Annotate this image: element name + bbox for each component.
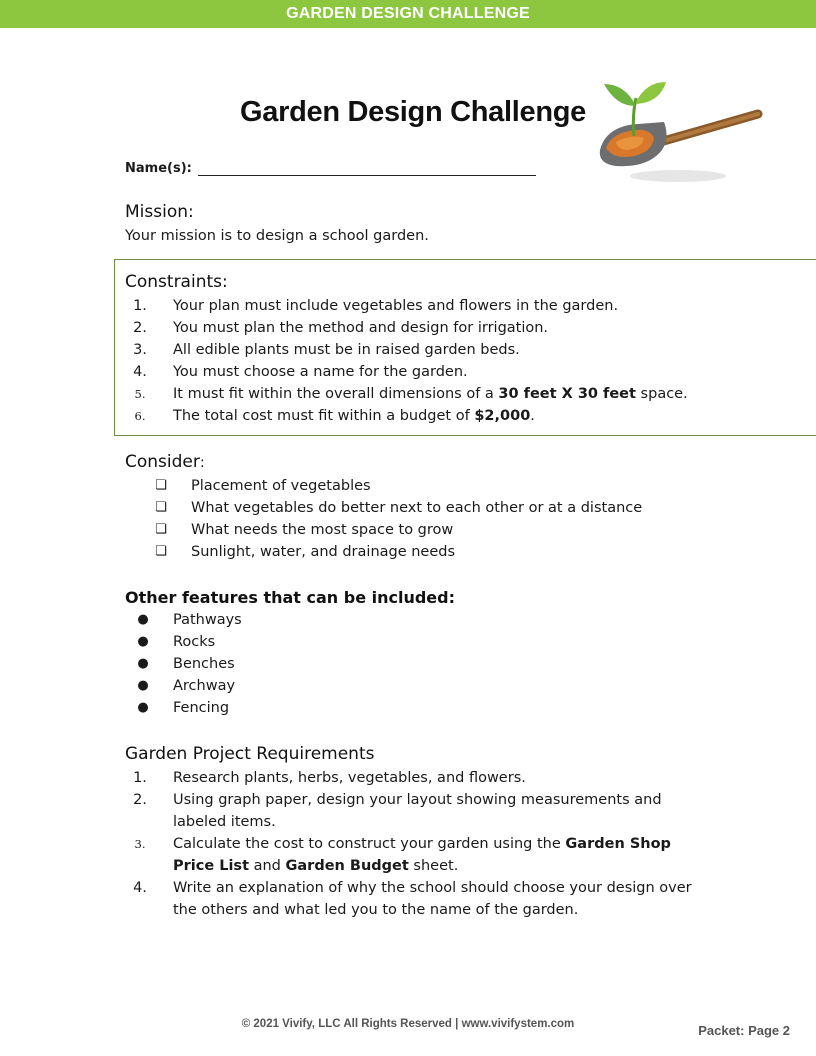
list-item: 2. You must plan the method and design for irrigation. <box>133 320 549 336</box>
list-item: 4. Write an explanation of why the school should choose your design over the others and what led you to the name of the garden. <box>133 880 692 918</box>
list-item: ● Benches <box>173 653 242 675</box>
list-item: 6. The total cost must fit within a budget of $2,000. <box>134 408 535 424</box>
footer-copyright: © 2021 Vivify, LLC All Rights Reserved | www.vivifystem.com <box>241 1018 575 1030</box>
checkbox-icon: ❏ <box>155 544 167 559</box>
list-item: ● Fencing <box>173 697 242 719</box>
checkbox-icon: ❏ <box>155 522 167 537</box>
list-item: 1. Research plants, herbs, vegetables, and flowers. <box>133 770 526 786</box>
list-item: ❏ What needs the most space to grow <box>191 519 642 541</box>
list-item: ❏ Sunlight, water, and drainage needs <box>191 541 642 563</box>
bullet-icon: ● <box>137 612 149 627</box>
name-field[interactable] <box>125 161 536 176</box>
name-underline[interactable] <box>198 161 536 176</box>
list-item: 5. It must fit within the overall dimensions of a 30 feet X 30 feet space. <box>134 386 688 402</box>
list-item: ❏ What vegetables do better next to each other or at a distance <box>191 497 642 519</box>
requirements-list <box>133 767 692 921</box>
consider-list <box>155 475 643 563</box>
features-heading: Other features that can be included: <box>125 588 455 607</box>
list-item: ● Rocks <box>173 631 242 653</box>
list-item: 3. All edible plants must be in raised garden beds. <box>133 342 520 358</box>
list-item: ● Pathways <box>173 609 242 631</box>
checkbox-icon: ❏ <box>155 478 167 493</box>
bullet-icon: ● <box>137 634 149 649</box>
list-item: 1. Your plan must include vegetables and flowers in the garden. <box>133 298 619 314</box>
constraints-heading: Constraints: <box>125 272 228 292</box>
list-item: ❏ Placement of vegetables <box>191 475 642 497</box>
header-banner: GARDEN DESIGN CHALLENGE <box>0 0 816 28</box>
consider-heading: Consider: <box>125 452 205 472</box>
page-number: Packet: Page 2 <box>698 1023 790 1038</box>
list-item: 3. Calculate the cost to construct your garden using the Garden Shop Price List and Garden Budget sheet. <box>134 836 671 874</box>
mission-text: Your mission is to design a school garden. <box>125 228 429 244</box>
features-list <box>137 609 242 719</box>
mission-heading: Mission: <box>125 202 194 222</box>
page-title: Garden Design Challenge <box>240 96 587 128</box>
checkbox-icon: ❏ <box>155 500 167 515</box>
bullet-icon: ● <box>137 700 149 715</box>
name-label: Name(s): <box>125 161 192 176</box>
list-item: ● Archway <box>173 675 242 697</box>
list-item: 2. Using graph paper, design your layout showing measurements and labeled items. <box>133 792 662 830</box>
shovel-sprout-icon <box>590 76 766 188</box>
bullet-icon: ● <box>137 656 149 671</box>
list-item: 4. You must choose a name for the garden. <box>133 364 468 380</box>
constraints-list <box>133 295 688 427</box>
requirements-heading: Garden Project Requirements <box>125 744 375 764</box>
bullet-icon: ● <box>137 678 149 693</box>
